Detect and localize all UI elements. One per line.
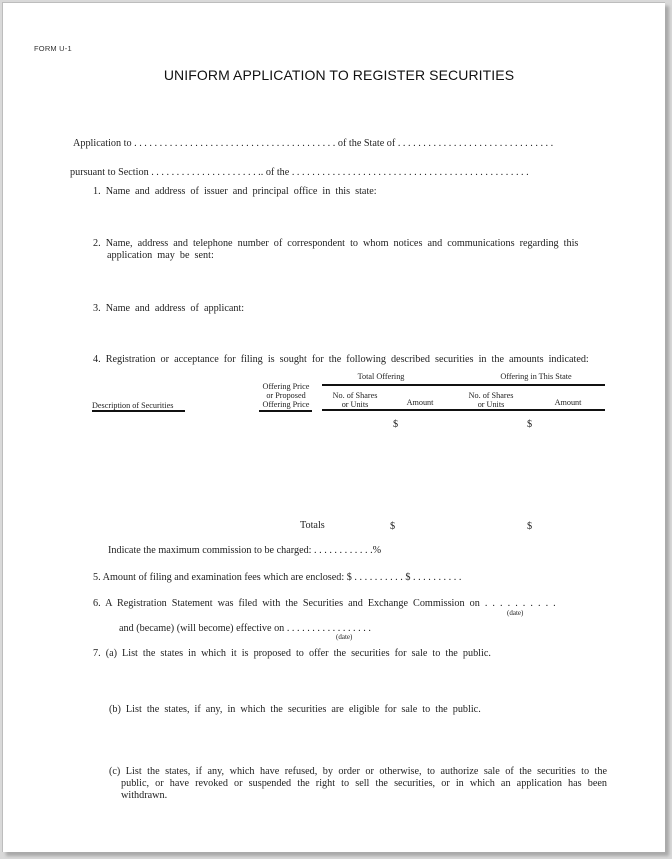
col-header-state-amount: Amount bbox=[554, 398, 582, 407]
totals-label: Totals bbox=[300, 520, 325, 531]
pursuant-to-line[interactable]: pursuant to Section . . . . . . . . . . . . . . . . . . . . . .. of the . . . . . . . . . . . . . . . . . . . . . . . . . . . . . . . . . . . . . . . . . . . . . . . bbox=[70, 167, 529, 178]
col-header-total-shares-2: or Units bbox=[341, 400, 369, 409]
item-6-registration-statement[interactable]: 6. A Registration Statement was filed with the Securities and Exchange Commission on . . . . . . . . . . bbox=[93, 598, 556, 609]
total-amount-dollar[interactable]: $ bbox=[393, 419, 399, 430]
totals-total-amount[interactable]: $ bbox=[390, 521, 396, 532]
state-amount-dollar[interactable]: $ bbox=[527, 419, 533, 430]
col-header-price-1: Offering Price bbox=[262, 382, 310, 391]
col-header-price-3: Offering Price bbox=[262, 400, 310, 409]
form-page bbox=[2, 2, 665, 852]
page-title: UNIFORM APPLICATION TO REGISTER SECURITIES bbox=[163, 67, 515, 83]
col-header-total-amount: Amount bbox=[406, 398, 434, 407]
item-5-fees[interactable]: 5. Amount of filing and examination fees which are enclosed: $ . . . . . . . . . . $ . . . . . . . . . . bbox=[93, 572, 462, 583]
item-4-registration: 4. Registration or acceptance for filing is sought for the following described securities in the amounts indicated: bbox=[93, 354, 589, 365]
group-header-offering-in-state: Offering in This State bbox=[500, 372, 572, 381]
item-7b-eligible-states: (b) List the states, if any, in which the securities are eligible for sale to the public. bbox=[109, 704, 481, 715]
form-id: FORM U-1 bbox=[34, 44, 72, 53]
group-header-rule bbox=[322, 384, 605, 386]
item-3-applicant: 3. Name and address of applicant: bbox=[93, 303, 245, 314]
item-2-correspondent-cont: application may be sent: bbox=[107, 250, 214, 261]
item-6-date-label-2: (date) bbox=[336, 633, 353, 641]
application-to-line[interactable]: Application to . . . . . . . . . . . . . . . . . . . . . . . . . . . . . . . . . . . . . . . . of the State of . . . . . . . . . . . . . . . . . . . . . . . . . . . . . . . bbox=[73, 138, 554, 149]
col-header-state-shares-2: or Units bbox=[477, 400, 505, 409]
item-6-date-label-1: (date) bbox=[507, 609, 524, 617]
description-rule bbox=[92, 410, 185, 412]
item-7a-proposed-states: 7. (a) List the states in which it is proposed to offer the securities for sale to the public. bbox=[93, 648, 491, 659]
totals-state-amount[interactable]: $ bbox=[527, 521, 533, 532]
col-header-state-shares-1: No. of Shares bbox=[468, 391, 514, 400]
commission-line[interactable]: Indicate the maximum commission to be charged: . . . . . . . . . . . .% bbox=[108, 545, 382, 556]
item-6-effective-on[interactable]: and (became) (will become) effective on . . . . . . . . . . . . . . . . . bbox=[119, 623, 371, 634]
price-rule bbox=[259, 410, 312, 412]
item-7c-refused-states bbox=[109, 766, 607, 801]
col-header-total-shares-1: No. of Shares bbox=[332, 391, 378, 400]
item-1-issuer: 1. Name and address of issuer and principal office in this state: bbox=[93, 186, 377, 197]
item-7c-text: (c) List the states, if any, which have refused, by order or otherwise, to authorize sale of the securities to the public, or have revoked or suspended the right to sell the securities, or in which an application has been withdrawn. bbox=[109, 766, 607, 801]
col-header-description: Description of Securities bbox=[92, 401, 174, 410]
item-2-correspondent: 2. Name, address and telephone number of correspondent to whom notices and communications regarding this bbox=[93, 238, 579, 249]
group-header-total-offering: Total Offering bbox=[357, 372, 405, 381]
col-header-price-2: or Proposed bbox=[266, 391, 306, 400]
column-header-rule bbox=[322, 409, 605, 411]
